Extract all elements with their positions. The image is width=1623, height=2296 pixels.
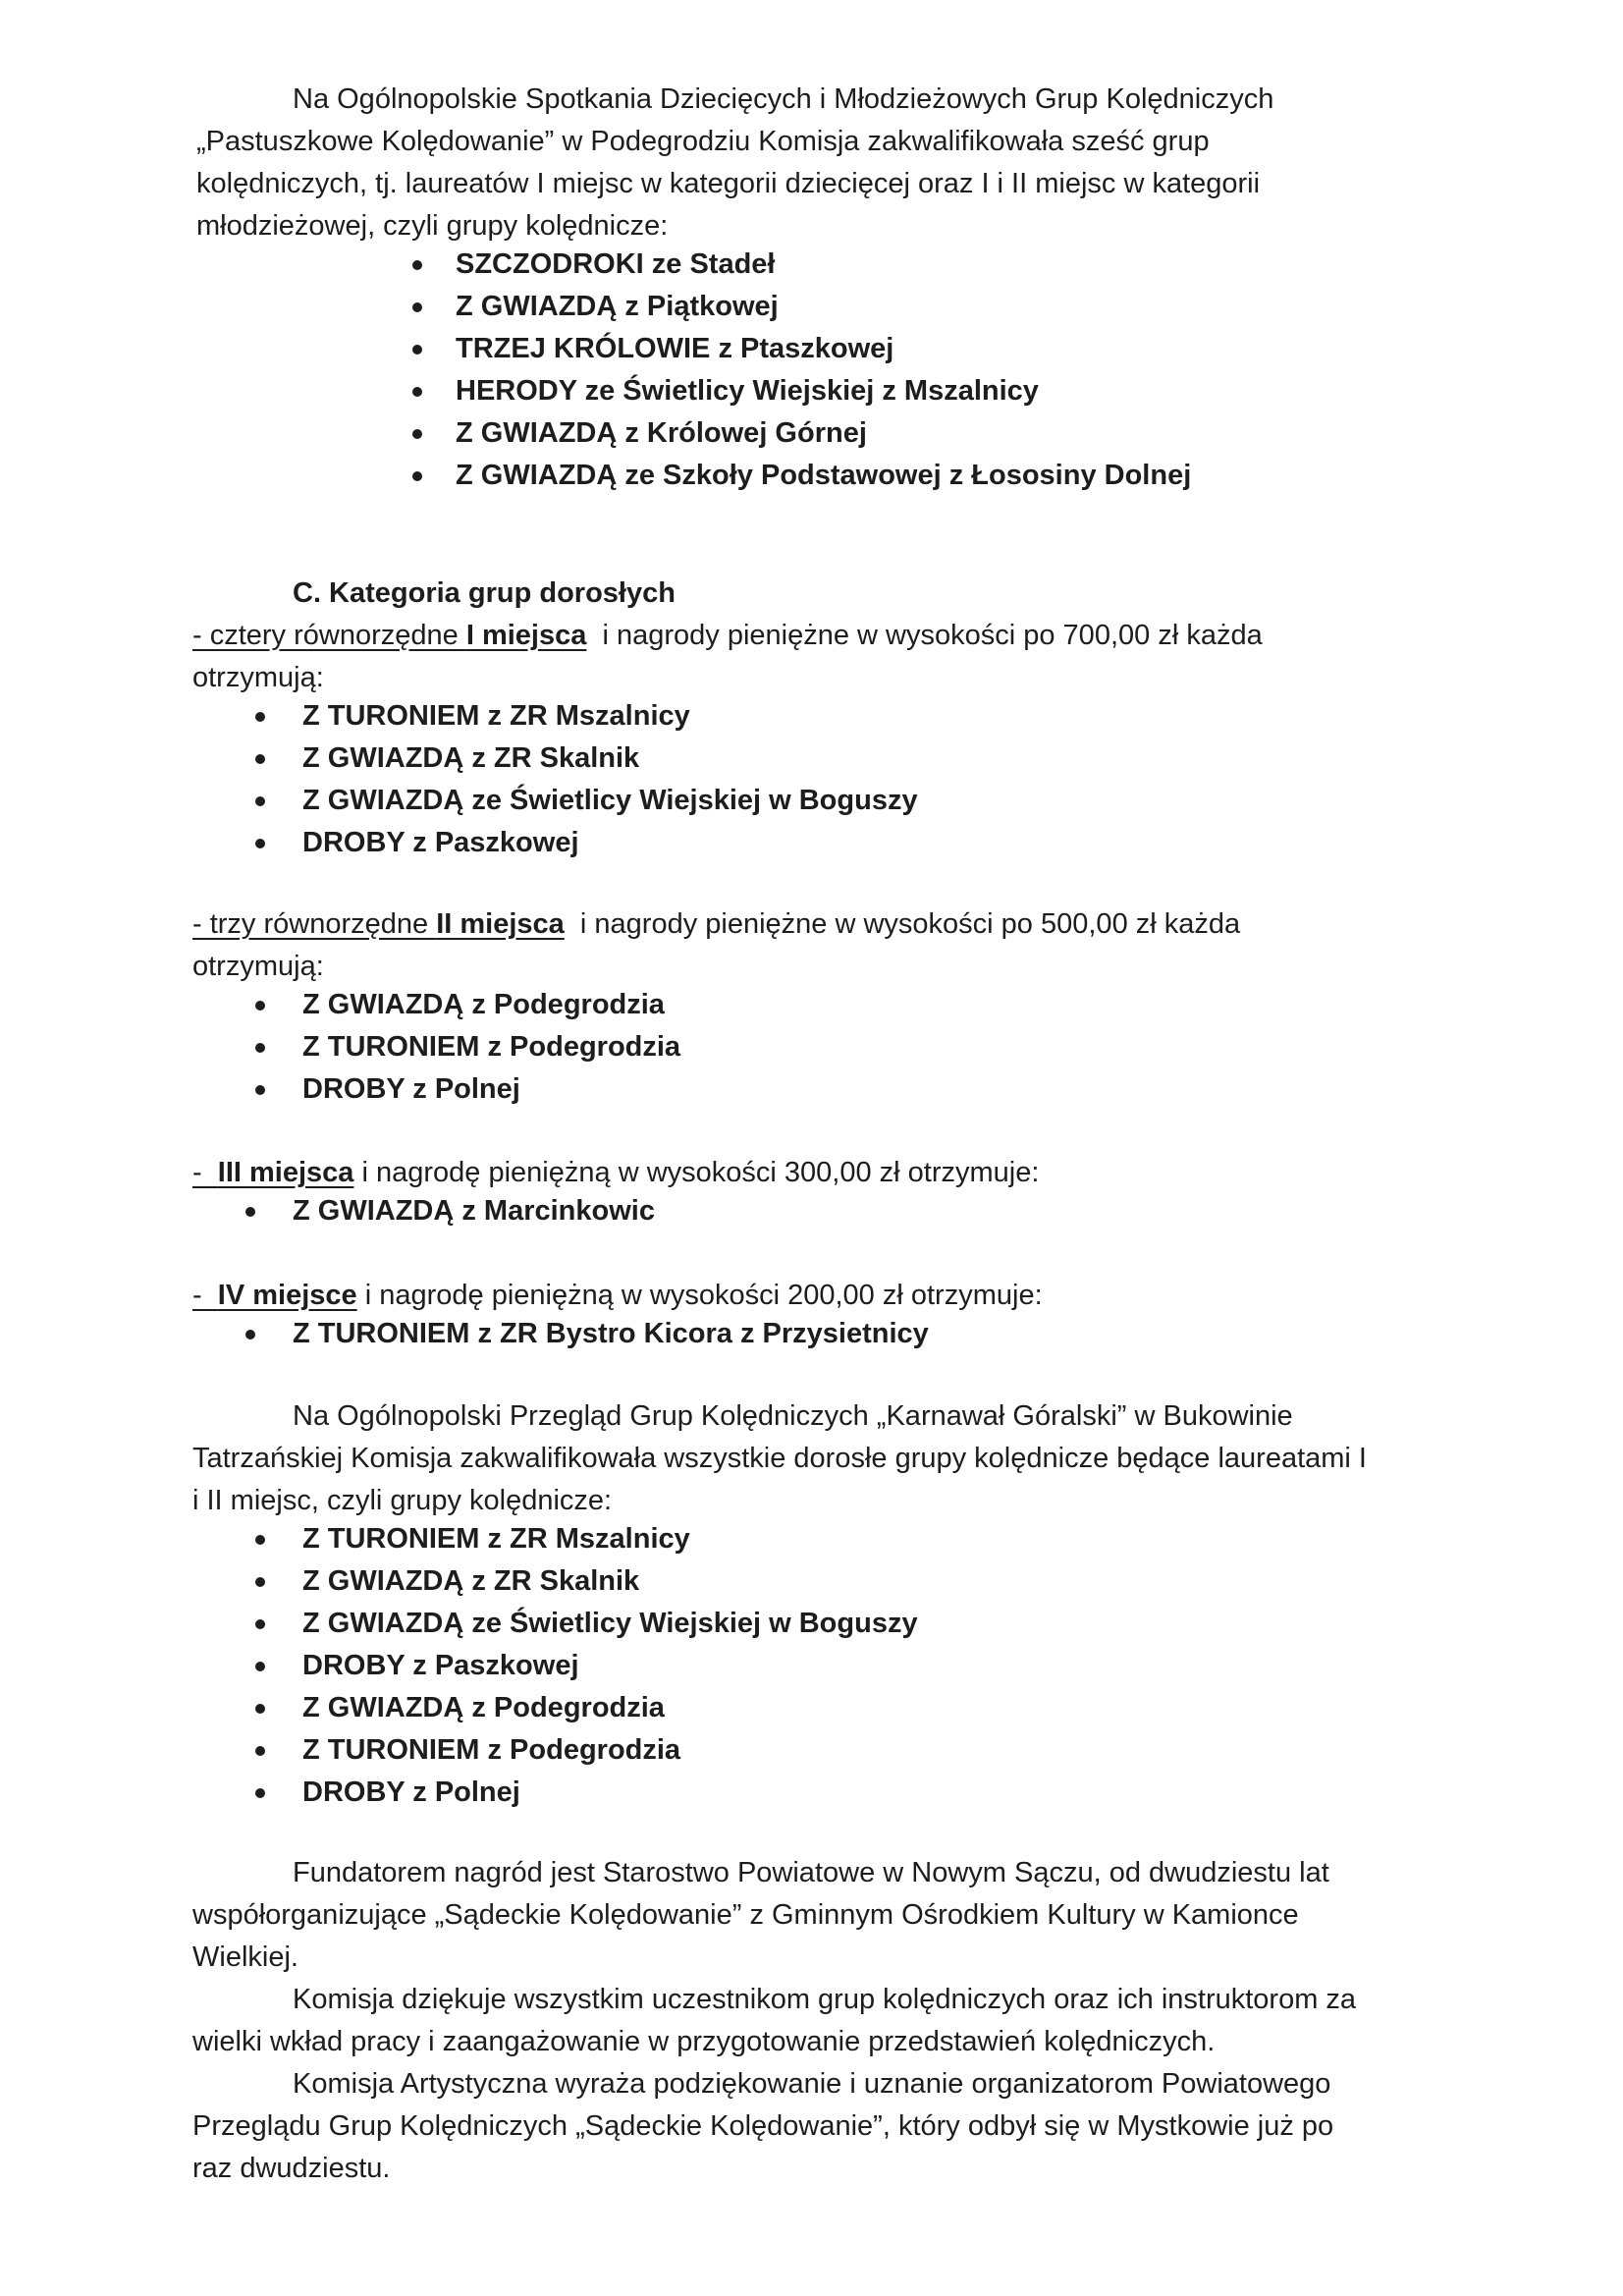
list-item: Z GWIAZDĄ z Marcinkowic bbox=[242, 1190, 655, 1232]
bullet-icon bbox=[412, 387, 422, 397]
second-place-continuation: otrzymują: bbox=[192, 951, 324, 982]
intro-group-list bbox=[408, 244, 1191, 497]
bullet-icon bbox=[255, 1001, 265, 1011]
list-item: DROBY z Paszkowej bbox=[251, 822, 918, 864]
list-item: Z GWIAZDĄ ze Szkoły Podstawowej z Łososiny Dolnej bbox=[408, 455, 1191, 497]
closing-p3-line-1: Komisja Artystyczna wyraża podziękowanie i uznanie organizatorom Powiatowego bbox=[293, 2068, 1331, 2100]
second-place-label: - trzy równorzędne II miejsca bbox=[192, 908, 565, 940]
first-place-list bbox=[251, 695, 918, 864]
list-item: TRZEJ KRÓLOWIE z Ptaszkowej bbox=[408, 328, 1191, 370]
closing-p1-line-3: Wielkiej. bbox=[192, 1941, 298, 1973]
bullet-icon bbox=[255, 1746, 265, 1756]
list-item: Z TURONIEM z ZR Mszalnicy bbox=[251, 1518, 918, 1560]
list-item: Z TURONIEM z Podegrodzia bbox=[251, 1026, 680, 1068]
first-place-label: - cztery równorzędne I miejsca bbox=[192, 620, 587, 651]
bullet-icon bbox=[255, 1577, 265, 1587]
list-item: Z GWIAZDĄ ze Świetlicy Wiejskiej w Boguszy bbox=[251, 1603, 918, 1645]
list-item: DROBY z Paszkowej bbox=[251, 1645, 918, 1687]
list-item: Z GWIAZDĄ z ZR Skalnik bbox=[251, 738, 918, 780]
bullet-icon bbox=[255, 754, 265, 764]
bullet-icon bbox=[255, 1043, 265, 1053]
bullet-icon bbox=[255, 1535, 265, 1545]
intro-line-3: kolędniczych, tj. laureatów I miejsc w kategorii dziecięcej oraz I i II miejsc w kategorii bbox=[196, 168, 1261, 199]
closing-p3-line-3: raz dwudziestu. bbox=[192, 2153, 391, 2184]
list-item: Z GWIAZDĄ z Piątkowej bbox=[408, 286, 1191, 328]
list-item: Z GWIAZDĄ ze Świetlicy Wiejskiej w Boguszy bbox=[251, 780, 918, 822]
list-item: DROBY z Polnej bbox=[251, 1772, 918, 1814]
list-item: Z GWIAZDĄ z Podegrodzia bbox=[251, 984, 680, 1026]
bullet-icon bbox=[255, 839, 265, 848]
closing-p2-line-1: Komisja dziękuje wszystkim uczestnikom grup kolędniczych oraz ich instruktorom za bbox=[293, 1984, 1357, 2015]
second-place-list bbox=[251, 984, 680, 1111]
third-place-list bbox=[242, 1190, 655, 1232]
list-item: Z GWIAZDĄ z Królowej Górnej bbox=[408, 412, 1191, 455]
bullet-icon bbox=[412, 260, 422, 270]
second-place-line: - trzy równorzędne II miejsca i nagrody pieniężne w wysokości po 500,00 zł każda bbox=[192, 908, 1241, 940]
list-item: Z GWIAZDĄ z Podegrodzia bbox=[251, 1687, 918, 1729]
list-item: Z GWIAZDĄ z ZR Skalnik bbox=[251, 1560, 918, 1603]
bullet-icon bbox=[245, 1207, 255, 1217]
closing-p1-line-1: Fundatorem nagród jest Starostwo Powiatowe w Nowym Sączu, od dwudziestu lat bbox=[293, 1857, 1329, 1888]
bullet-icon bbox=[255, 1704, 265, 1714]
list-item: DROBY z Polnej bbox=[251, 1068, 680, 1111]
list-item: HERODY ze Świetlicy Wiejskiej z Mszalnicy bbox=[408, 370, 1191, 412]
third-place-label: - III miejsca bbox=[192, 1157, 354, 1188]
third-place-line: - III miejsca i nagrodę pieniężną w wysokości 300,00 zł otrzymuje: bbox=[192, 1157, 1040, 1188]
closing-p3-line-2: Przeglądu Grup Kolędniczych „Sądeckie Kolędowanie”, który odbył się w Mystkowie już po bbox=[192, 2110, 1334, 2142]
first-place-continuation: otrzymują: bbox=[192, 662, 324, 693]
bullet-icon bbox=[412, 429, 422, 439]
list-item: Z TURONIEM z Podegrodzia bbox=[251, 1729, 918, 1772]
karnawal-group-list bbox=[251, 1518, 918, 1814]
list-item: SZCZODROKI ze Stadeł bbox=[408, 244, 1191, 286]
fourth-place-list bbox=[242, 1313, 929, 1355]
bullet-icon bbox=[255, 796, 265, 806]
bullet-icon bbox=[412, 471, 422, 481]
bullet-icon bbox=[255, 1619, 265, 1629]
section-c-heading: C. Kategoria grup dorosłych bbox=[293, 577, 676, 609]
list-item: Z TURONIEM z ZR Mszalnicy bbox=[251, 695, 918, 738]
bullet-icon bbox=[412, 302, 422, 312]
bullet-icon bbox=[255, 1662, 265, 1671]
bullet-icon bbox=[412, 345, 422, 355]
list-item: Z TURONIEM z ZR Bystro Kicora z Przysietnicy bbox=[242, 1313, 929, 1355]
bullet-icon bbox=[255, 1085, 265, 1095]
intro-line-2: „Pastuszkowe Kolędowanie” w Podegrodziu Komisja zakwalifikowała sześć grup bbox=[196, 126, 1210, 157]
closing-p2-line-2: wielki wkład pracy i zaangażowanie w przygotowanie przedstawień kolędniczych. bbox=[192, 2026, 1216, 2057]
intro-line-1: Na Ogólnopolskie Spotkania Dziecięcych i Młodzieżowych Grup Kolędniczych bbox=[293, 83, 1274, 115]
karnawal-line-3: i II miejsc, czyli grupy kolędnicze: bbox=[192, 1485, 613, 1516]
karnawal-line-2: Tatrzańskiej Komisja zakwalifikowała wszystkie dorosłe grupy kolędnicze będące laureatami I bbox=[192, 1443, 1367, 1474]
bullet-icon bbox=[255, 712, 265, 722]
bullet-icon bbox=[245, 1330, 255, 1339]
fourth-place-label: - IV miejsce bbox=[192, 1280, 357, 1311]
bullet-icon bbox=[255, 1788, 265, 1798]
karnawal-line-1: Na Ogólnopolski Przegląd Grup Kolędniczych „Karnawał Góralski” w Bukowinie bbox=[293, 1400, 1293, 1432]
first-place-line: - cztery równorzędne I miejsca i nagrody pieniężne w wysokości po 700,00 zł każda bbox=[192, 620, 1263, 651]
fourth-place-line: - IV miejsce i nagrodę pieniężną w wysokości 200,00 zł otrzymuje: bbox=[192, 1280, 1043, 1311]
closing-p1-line-2: współorganizujące „Sądeckie Kolędowanie” z Gminnym Ośrodkiem Kultury w Kamionce bbox=[192, 1899, 1299, 1931]
intro-line-4: młodzieżowej, czyli grupy kolędnicze: bbox=[196, 210, 669, 242]
